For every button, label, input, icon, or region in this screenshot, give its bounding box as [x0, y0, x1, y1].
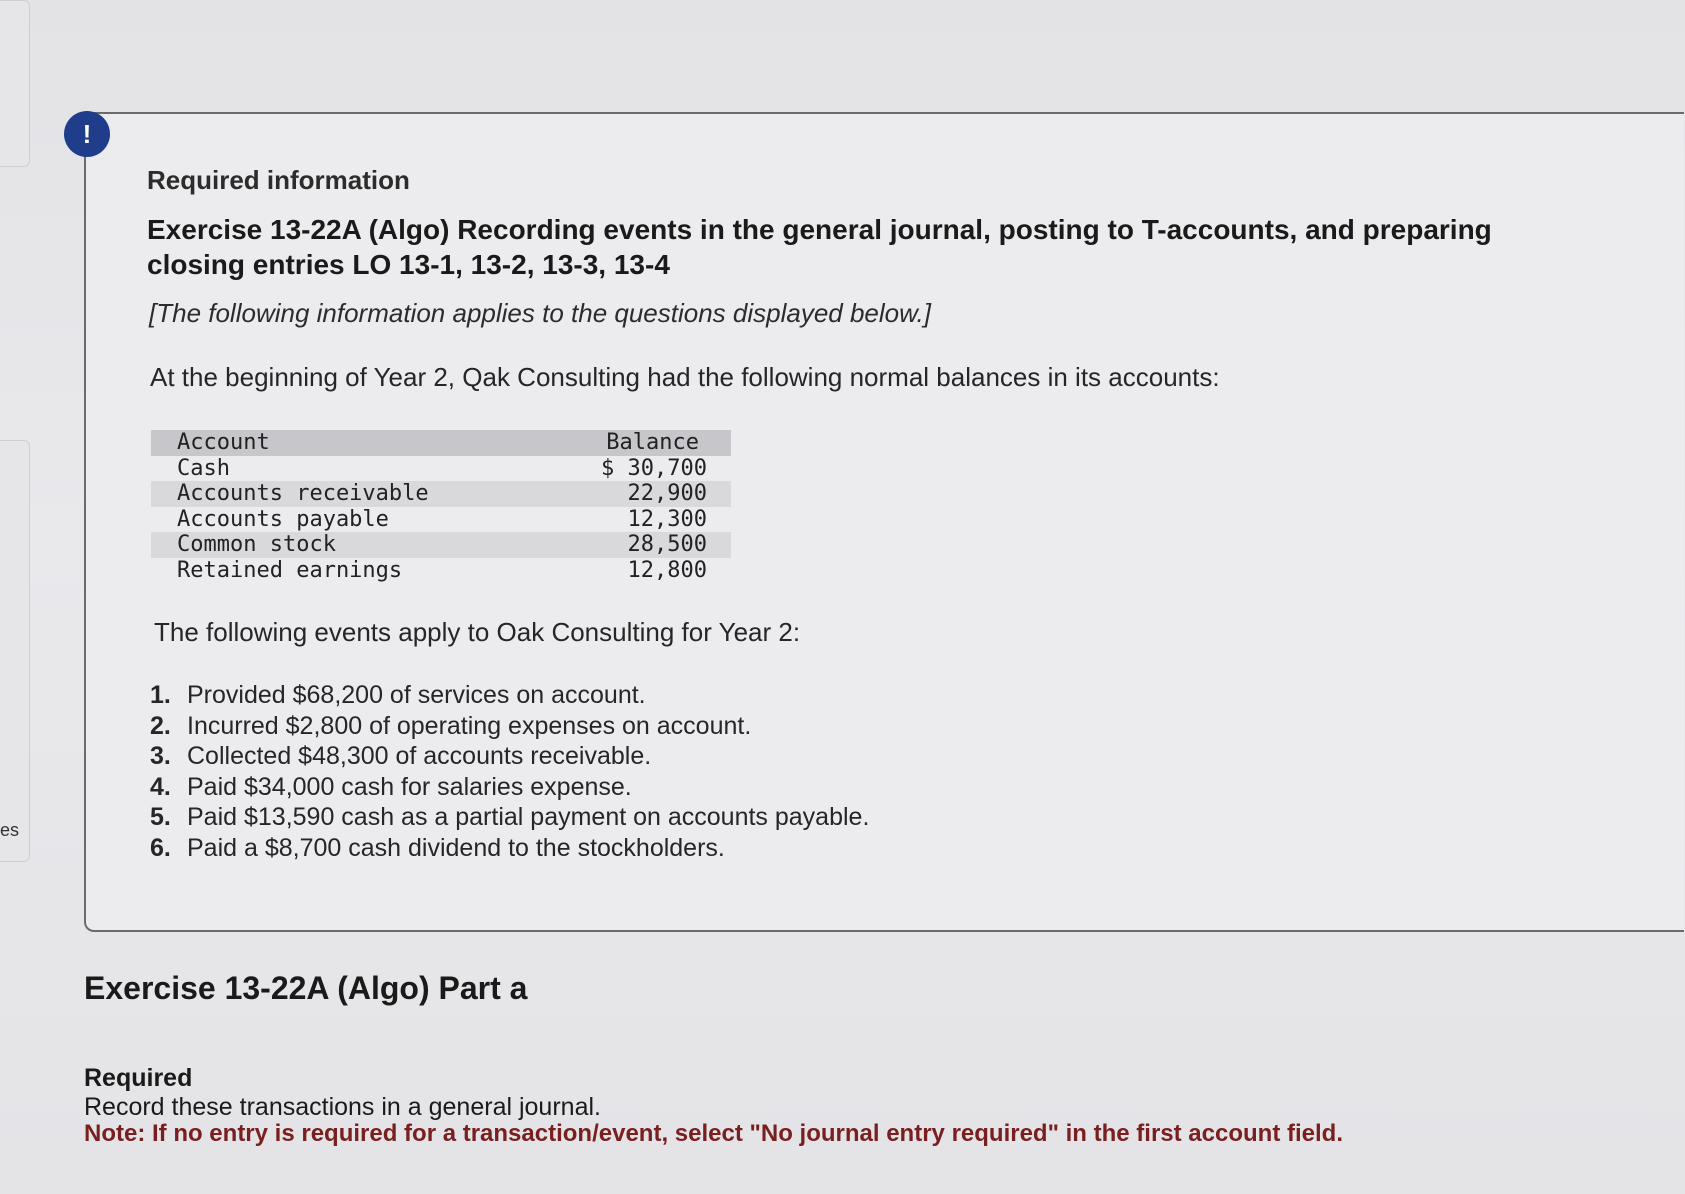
- required-information-heading: Required information: [147, 165, 410, 195]
- event-number: 5.: [150, 803, 171, 831]
- applies-note: [The following information applies to the questions displayed below.]: [149, 298, 931, 328]
- events-intro: The following events apply to Oak Consulting for Year 2:: [154, 617, 801, 647]
- balances-intro: At the beginning of Year 2, Qak Consulting had the following normal balances in its accounts:: [150, 362, 1220, 392]
- exercise-title: Exercise 13-22A (Algo) Recording events in the general journal, posting to T-accounts, and preparing closing entries LO 13-1, 13-2, 13-3, 13-4: [147, 214, 1492, 280]
- list-item: [150, 772, 869, 803]
- event-text: Paid $13,590 cash as a partial payment on accounts payable.: [187, 803, 870, 831]
- list-item: [150, 711, 869, 742]
- account-balance: 12,800: [627, 557, 707, 583]
- event-text: Paid a $8,700 cash dividend to the stockholders.: [187, 833, 725, 862]
- event-number: 2.: [150, 711, 171, 740]
- account-name: Common stock: [177, 532, 336, 557]
- event-number: 3.: [150, 742, 171, 770]
- account-balance: $ 30,700: [601, 455, 707, 481]
- account-name: Cash: [177, 455, 230, 481]
- account-name: Accounts payable: [177, 506, 389, 532]
- table-row: [151, 507, 731, 533]
- header-account: Account: [177, 430, 270, 455]
- list-item: [150, 833, 869, 864]
- table-header-row: [151, 430, 731, 456]
- account-name: Accounts receivable: [177, 481, 429, 506]
- event-text: Incurred $2,800 of operating expenses on account.: [187, 711, 752, 740]
- table-row: [151, 456, 731, 482]
- alert-icon: !: [64, 111, 110, 157]
- events-list: [150, 680, 869, 863]
- event-text: Collected $48,300 of accounts receivable.: [187, 742, 652, 770]
- required-label: Required: [84, 1064, 193, 1092]
- event-text: Provided $68,200 of services on account.: [187, 681, 646, 709]
- balances-table: [151, 430, 731, 583]
- account-balance: 22,900: [627, 481, 707, 506]
- event-text: Paid $34,000 cash for salaries expense.: [187, 772, 632, 801]
- event-number: 6.: [150, 833, 171, 862]
- left-edge-text: es: [0, 820, 20, 840]
- header-balance: Balance: [606, 430, 699, 455]
- list-item: [150, 802, 869, 833]
- part-title: Exercise 13-22A (Algo) Part a: [84, 970, 528, 1006]
- required-instruction: Record these transactions in a general journal.: [84, 1093, 601, 1121]
- table-row: [151, 481, 731, 507]
- table-row: [151, 558, 731, 584]
- event-number: 1.: [150, 681, 171, 709]
- left-edge-panel-bottom: [0, 440, 30, 862]
- account-balance: 28,500: [627, 532, 707, 557]
- account-name: Retained earnings: [177, 557, 403, 583]
- left-edge-fragments: [0, 0, 30, 1194]
- list-item: [150, 741, 869, 772]
- note-text: Note: If no entry is required for a transaction/event, select "No journal entry required" in the first account field.: [84, 1120, 1343, 1147]
- table-row: [151, 532, 731, 558]
- account-balance: 12,300: [627, 506, 707, 532]
- list-item: [150, 680, 869, 711]
- left-edge-panel-top: [0, 0, 30, 167]
- event-number: 4.: [150, 772, 171, 801]
